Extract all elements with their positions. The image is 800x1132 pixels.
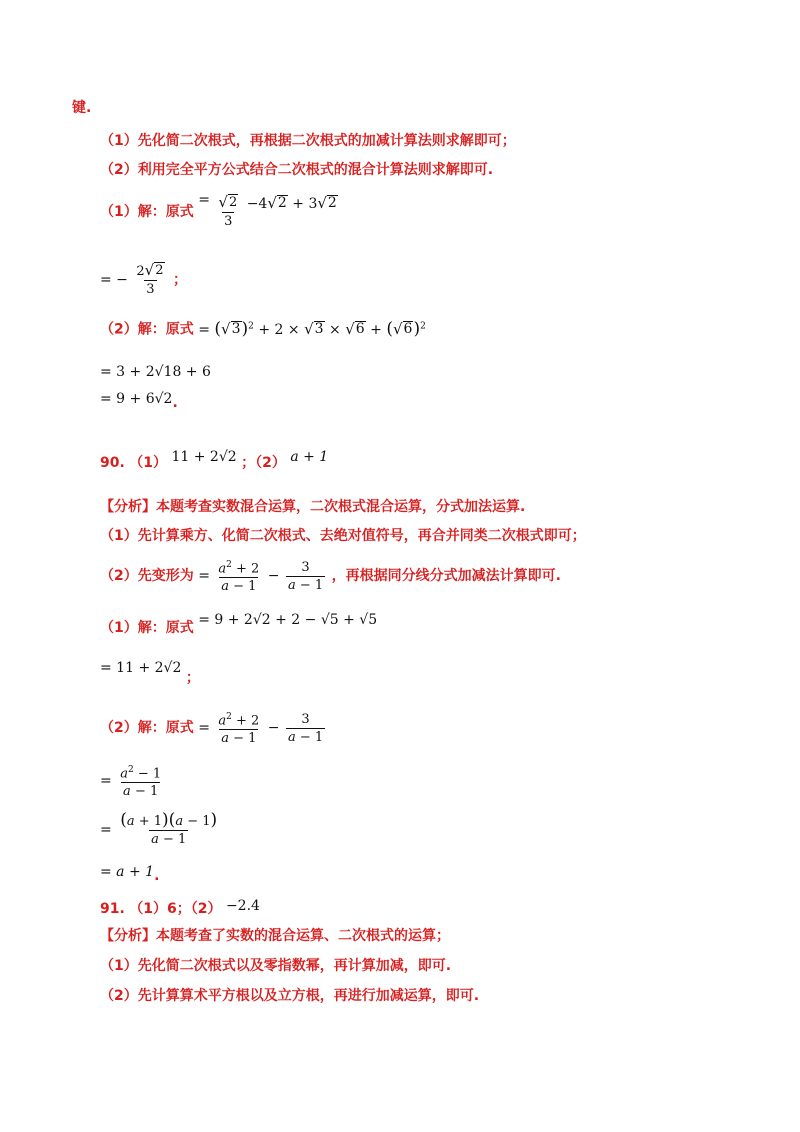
line-step-1-hint: （1）先化简二次根式，再根据二次根式的加减计算法则求解即可；: [100, 133, 516, 149]
expression: = ( √ 3 )$^2$ + 2 × √ 3 × √ 6 + ( √ 6 )$^2$: [198, 318, 426, 339]
fraction-2root2-over-3: 2 √ 2 3: [136, 261, 164, 297]
question-number: 91.: [100, 901, 125, 917]
solution-2-step: = 3 + 2√18 + 6: [100, 364, 211, 380]
fraction-a2minus1-over-aminus1: $\frac{a^2 - 1}{a - 1}$: [120, 765, 162, 800]
fraction-a2plus2-over-aminus1: $\frac{a^2 + 2}{a - 1}$: [218, 560, 260, 595]
solution-2-line: [100, 316, 426, 340]
analysis-91-step-1: （1）先化简二次根式以及零指数幂，再计算加减，即可.: [100, 958, 452, 974]
analysis-90-step-1: （1）先计算乘方、化简二次根式、去绝对值符号，再合并同类二次根式即可；: [100, 528, 586, 544]
fraction-root2-over-3: √ 2 3: [218, 193, 238, 229]
analysis-90-step-2: （2）先变形为 = $\frac{a^2 + 2}{a - 1}$ − $\frac{3}{a - 1}$ ，再根据同分线分式加减法计算即可.: [100, 557, 561, 595]
solution-label: （2）解：原式: [100, 321, 194, 338]
fraction-factored: $\frac{(a + 1)(a - 1)}{a - 1}$: [120, 810, 218, 847]
analysis-90-step-factored: = $\frac{(a + 1)(a - 1)}{a - 1}$: [100, 810, 218, 847]
analysis-91-step-2: （2）先计算算术平方根以及立方根，再进行加减运算，即可.: [100, 988, 480, 1004]
line-step-2-hint: （2）利用完全平方公式结合二次根式的混合计算法则求解即可.: [100, 162, 494, 178]
solution-2-result: = 9 + 6√2.: [100, 391, 178, 411]
analysis-90-solution-1: （1）解：原式 = 9 + 2√2 + 2 − √5 + √5: [100, 612, 378, 636]
analysis-90-solution-1-result: = 11 + 2√2 ；: [100, 660, 200, 686]
analysis-91-intro: 【分析】本题考查了实数的混合运算、二次根式的运算；: [100, 928, 450, 944]
expression: −4 √ 2 + 3 √ 2: [246, 194, 337, 212]
equals-sign: =: [198, 192, 210, 208]
solution-1-line: [100, 190, 338, 230]
fraction-3-over-aminus1: $\frac{3}{a - 1}$: [287, 559, 324, 593]
analysis-90-solution-2: （2）解：原式 = $\frac{a^2 + 2}{a - 1}$ − $\frac{3}{a - 1}$: [100, 711, 324, 747]
analysis-90-intro: 【分析】本题考查实数混合运算，二次根式混合运算，分式加法运算.: [100, 499, 526, 515]
solution-1-result: = − 2 √ 2 3 ；: [100, 261, 187, 297]
question-91-answer: 91. （1）6；（2） −2.4: [100, 898, 260, 917]
question-90-answer: 90. （1） 11 + 2√2 ；（2） a + 1: [100, 449, 329, 471]
solution-label: （1）解：原式: [100, 204, 194, 220]
question-number: 90.: [100, 455, 125, 471]
line-jian: 键.: [72, 100, 92, 116]
analysis-90-result: = a + 1.: [100, 864, 160, 884]
analysis-90-step-a2minus1: = $\frac{a^2 - 1}{a - 1}$: [100, 762, 165, 800]
